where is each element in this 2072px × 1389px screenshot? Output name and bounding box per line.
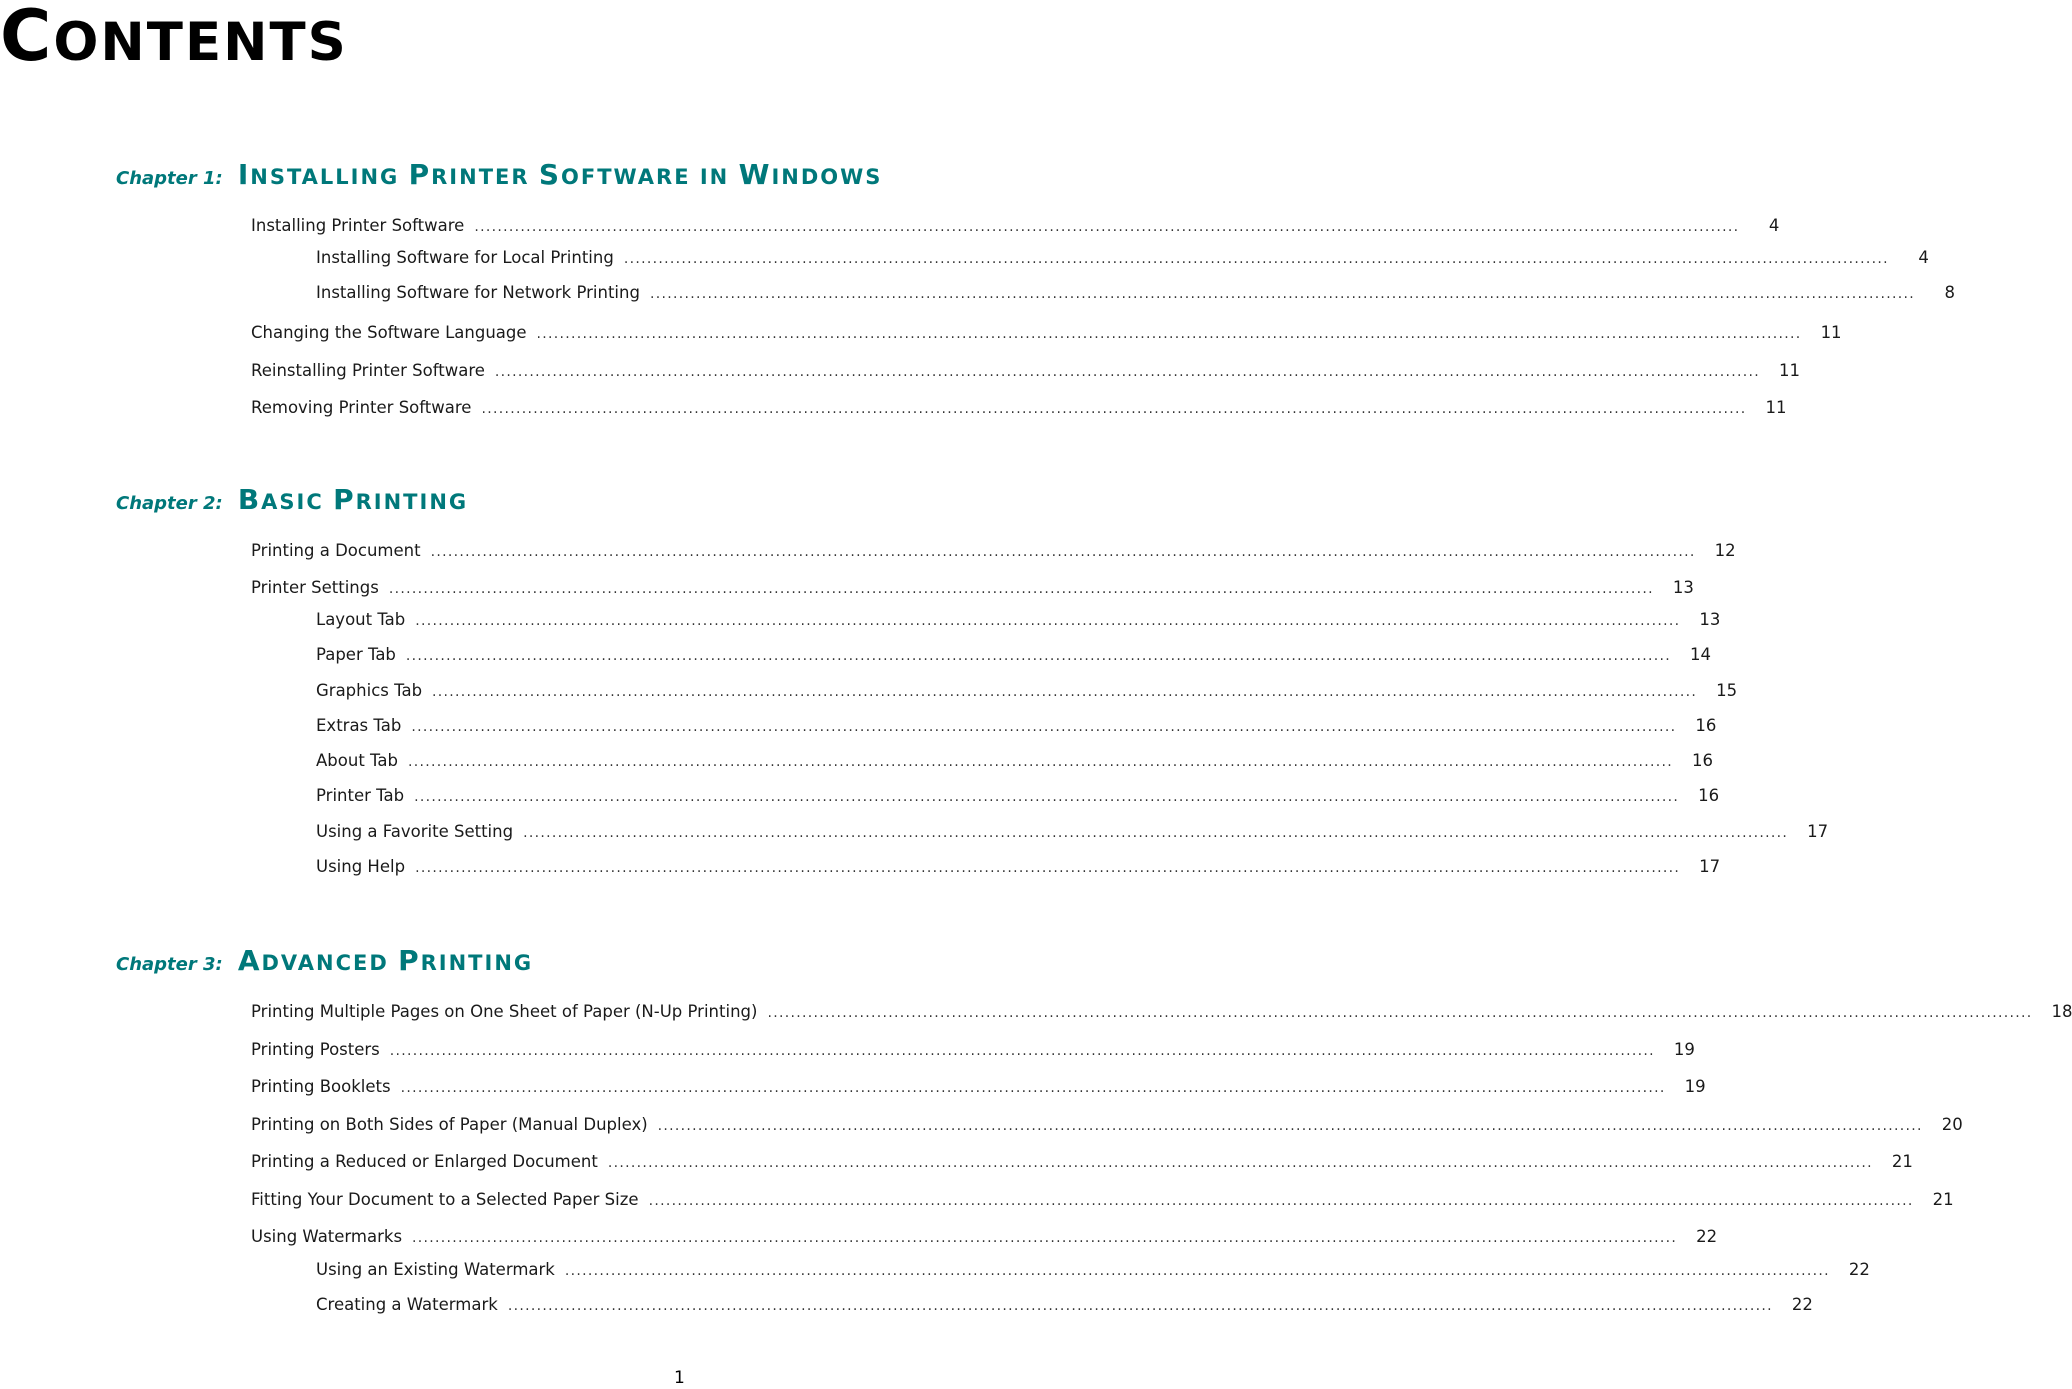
entry-page: 22 — [1791, 1295, 1813, 1314]
toc-entry[interactable] — [316, 857, 1721, 879]
toc-entry[interactable] — [251, 1040, 1695, 1062]
entry-page: 13 — [1672, 578, 1694, 597]
entry-title: Installing Printer Software — [251, 216, 465, 235]
title-rest: RINTER — [431, 165, 539, 189]
entry-page: 17 — [1807, 822, 1829, 841]
title-initial: P — [333, 483, 356, 516]
chapter-title — [237, 158, 883, 191]
dot-leader: ............................................................................................................................................................................................................................ — [411, 719, 1677, 735]
entry-title: Reinstalling Printer Software — [251, 361, 485, 380]
title-initial: C — [0, 0, 54, 77]
dot-leader: ............................................................................................................................................................................................................................ — [407, 754, 1674, 770]
entry-page: 20 — [1941, 1115, 1963, 1134]
entry-title: Graphics Tab — [316, 681, 423, 700]
entry-page: 11 — [1778, 361, 1800, 380]
dot-leader: ............................................................................................................................................................................................................................ — [623, 251, 1889, 267]
entry-page: 19 — [1673, 1040, 1695, 1059]
entry-title: Using Watermarks — [251, 1227, 403, 1246]
dot-leader: ............................................................................................................................................................................................................................ — [767, 1005, 2033, 1021]
entry-page: 13 — [1699, 610, 1721, 629]
entry-page: 8 — [1944, 283, 1955, 302]
entry-title: Installing Software for Local Printing — [316, 248, 614, 267]
entry-page: 16 — [1698, 786, 1720, 805]
dot-leader: ............................................................................................................................................................................................................................ — [648, 1193, 1914, 1209]
dot-leader: ............................................................................................................................................................................................................................ — [430, 544, 1696, 560]
title-rest: DVANCED — [261, 951, 399, 975]
entry-title: Printing a Reduced or Enlarged Document — [251, 1152, 598, 1171]
entry-title: Changing the Software Language — [251, 323, 527, 342]
entry-title: Paper Tab — [316, 645, 396, 664]
toc-entry[interactable] — [316, 1260, 1870, 1282]
entry-title: Extras Tab — [316, 716, 402, 735]
toc-entry[interactable] — [316, 822, 1829, 844]
entry-title: About Tab — [316, 751, 398, 770]
title-initial: P — [408, 158, 432, 191]
title-initial: W — [738, 158, 772, 191]
dot-leader: ............................................................................................................................................................................................................................ — [474, 219, 1740, 235]
entry-page: 18 — [2051, 1002, 2072, 1021]
entry-title: Printing Booklets — [251, 1077, 391, 1096]
entry-title: Removing Printer Software — [251, 398, 472, 417]
dot-leader: ............................................................................................................................................................................................................................ — [415, 613, 1681, 629]
dot-leader: ............................................................................................................................................................................................................................ — [536, 326, 1802, 342]
toc-entry[interactable] — [316, 283, 1955, 305]
toc-entry[interactable] — [251, 1002, 2072, 1024]
toc-entry[interactable] — [251, 398, 1787, 420]
entry-page: 16 — [1695, 716, 1717, 735]
dot-leader: ............................................................................................................................................................................................................................ — [405, 648, 1671, 664]
title-rest: ONTENTS — [53, 12, 348, 73]
toc-entry[interactable] — [316, 645, 1711, 667]
toc-entry[interactable] — [251, 1227, 1718, 1249]
title-rest: OFTWARE IN — [561, 165, 739, 189]
toc-entry[interactable] — [251, 1077, 1706, 1099]
entry-title: Printing a Document — [251, 541, 421, 560]
entry-title: Printer Settings — [251, 578, 379, 597]
toc-entry[interactable] — [316, 1295, 1813, 1317]
title-rest: NSTALLING — [250, 165, 409, 189]
entry-title: Printing on Both Sides of Paper (Manual Duplex) — [251, 1115, 648, 1134]
chapter-label: Chapter 3: — [116, 954, 223, 975]
dot-leader: ............................................................................................................................................................................................................................ — [414, 789, 1680, 805]
toc-entry[interactable] — [251, 1115, 1963, 1137]
chapter-title — [237, 944, 534, 977]
dot-leader: ............................................................................................................................................................................................................................ — [388, 581, 1654, 597]
dot-leader: ............................................................................................................................................................................................................................ — [400, 1080, 1666, 1096]
title-initial: B — [237, 483, 262, 516]
title-rest: INDOWS — [771, 165, 883, 189]
entry-title: Using an Existing Watermark — [316, 1260, 555, 1279]
dot-leader: ............................................................................................................................................................................................................................ — [389, 1043, 1655, 1059]
toc-entry[interactable] — [316, 248, 1929, 270]
entry-page: 11 — [1765, 398, 1787, 417]
entry-page: 21 — [1932, 1190, 1954, 1209]
chapter-heading-1 — [116, 158, 882, 191]
toc-entry[interactable] — [316, 786, 1720, 808]
entry-page: 12 — [1714, 541, 1736, 560]
entry-title: Layout Tab — [316, 610, 406, 629]
dot-leader: ............................................................................................................................................................................................................................ — [564, 1263, 1830, 1279]
dot-leader: ............................................................................................................................................................................................................................ — [649, 286, 1915, 302]
dot-leader: ............................................................................................................................................................................................................................ — [657, 1118, 1923, 1134]
page-number: 1 — [674, 1368, 685, 1388]
toc-entry[interactable] — [251, 216, 1780, 238]
entry-page: 4 — [1768, 216, 1780, 235]
title-initial: S — [538, 158, 562, 191]
chapter-heading-2 — [116, 483, 468, 516]
dot-leader: ............................................................................................................................................................................................................................ — [432, 684, 1698, 700]
toc-entry[interactable] — [251, 361, 1800, 383]
entry-page: 21 — [1891, 1152, 1913, 1171]
title-initial: I — [237, 158, 251, 191]
page-title — [0, 0, 348, 78]
entry-page: 16 — [1692, 751, 1714, 770]
title-rest: RINTING — [355, 490, 469, 514]
title-initial: A — [237, 944, 262, 977]
entry-page: 14 — [1689, 645, 1711, 664]
entry-page: 17 — [1699, 857, 1721, 876]
title-rest: RINTING — [420, 951, 534, 975]
entry-page: 22 — [1696, 1227, 1718, 1246]
entry-title: Fitting Your Document to a Selected Paper Size — [251, 1190, 639, 1209]
chapter-heading-3 — [116, 944, 533, 977]
entry-page: 19 — [1684, 1077, 1706, 1096]
dot-leader: ............................................................................................................................................................................................................................ — [415, 860, 1681, 876]
chapter-label: Chapter 1: — [116, 168, 223, 189]
entry-title: Printing Multiple Pages on One Sheet of Paper (N-Up Printing) — [251, 1002, 758, 1021]
entry-page: 15 — [1716, 681, 1738, 700]
toc-entry[interactable] — [316, 610, 1721, 632]
entry-title: Using Help — [316, 857, 406, 876]
title-rest: ASIC — [261, 490, 334, 514]
entry-title: Installing Software for Network Printing — [316, 283, 640, 302]
entry-title: Creating a Watermark — [316, 1295, 498, 1314]
entry-title: Using a Favorite Setting — [316, 822, 514, 841]
chapter-title — [237, 483, 469, 516]
dot-leader: ............................................................................................................................................................................................................................ — [481, 401, 1747, 417]
dot-leader: ............................................................................................................................................................................................................................ — [523, 825, 1789, 841]
dot-leader: ............................................................................................................................................................................................................................ — [494, 364, 1760, 380]
toc-entry[interactable] — [251, 578, 1694, 600]
toc-entry[interactable] — [316, 681, 1738, 703]
entry-page: 22 — [1848, 1260, 1870, 1279]
dot-leader: ............................................................................................................................................................................................................................ — [507, 1298, 1773, 1314]
entry-title: Printer Tab — [316, 786, 405, 805]
title-initial: P — [398, 944, 421, 977]
toc-entry[interactable] — [316, 716, 1717, 738]
dot-leader: ............................................................................................................................................................................................................................ — [412, 1230, 1678, 1246]
entry-title: Printing Posters — [251, 1040, 380, 1059]
toc-entry[interactable] — [251, 323, 1842, 345]
chapter-label: Chapter 2: — [116, 493, 223, 514]
dot-leader: ............................................................................................................................................................................................................................ — [607, 1155, 1873, 1171]
toc-entry[interactable] — [251, 1152, 1913, 1174]
entry-page: 11 — [1820, 323, 1842, 342]
toc-entry[interactable] — [316, 751, 1714, 773]
entry-page: 4 — [1918, 248, 1929, 267]
toc-entry[interactable] — [251, 1190, 1954, 1212]
toc-entry[interactable] — [251, 541, 1736, 563]
